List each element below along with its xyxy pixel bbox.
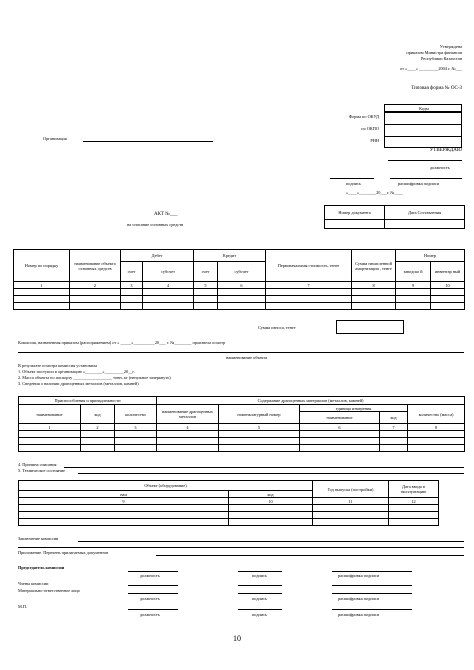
codes-value-box	[384, 112, 462, 148]
table-row[interactable]	[19, 519, 439, 526]
okpo-label: по ОКПО	[361, 126, 379, 131]
col-num: 6	[300, 424, 380, 431]
approval-line-4: от «____» _________2004 г. №___	[400, 66, 462, 71]
responsible-position-caption: должность	[140, 596, 160, 601]
mp-signature-line[interactable]	[238, 609, 282, 610]
h-debit: Дебет	[121, 250, 194, 262]
member-decoding-line[interactable]	[332, 585, 412, 586]
col-num: 5	[219, 424, 300, 431]
col-num: 11	[313, 498, 389, 505]
col-num: 12	[389, 498, 439, 505]
mp-position-line[interactable]	[128, 609, 178, 610]
table-row[interactable]	[19, 505, 439, 512]
codes-header-cell	[384, 104, 462, 112]
conclusion-line-2[interactable]	[18, 547, 464, 548]
col-num: 9	[19, 498, 229, 505]
col-num: 1	[19, 424, 81, 431]
precious-metals-table	[18, 396, 465, 452]
doc-number-header: Номер документа	[325, 206, 385, 220]
organization-field[interactable]	[83, 141, 213, 142]
wear-label: Сумма износа, тенге	[258, 325, 296, 330]
col-num: 8	[408, 424, 465, 431]
h-unit-code: код	[380, 412, 408, 424]
h-num: Номер по порядку	[14, 250, 70, 282]
h-credit-account: счет	[194, 262, 218, 282]
act-title: АКТ №___	[154, 212, 178, 217]
reason-label: 4. Причина списания	[18, 462, 57, 467]
attachment-line[interactable]	[156, 555, 464, 556]
approve-signature-line[interactable]	[330, 178, 374, 179]
tech-state-label: 5. Техническое состояние	[18, 468, 65, 473]
h-fixture-name: наименование	[19, 405, 81, 424]
chairman-signature-caption: подпись	[252, 573, 267, 578]
h-unit: единица измерения	[300, 405, 408, 412]
conclusion-label: Заключение комиссии	[18, 536, 59, 541]
chairman-label: Председатель комиссии	[18, 565, 65, 570]
inspection-intro: В результате осмотра комиссия установила	[18, 363, 98, 368]
h-number: Номер	[396, 250, 465, 262]
table-row[interactable]	[14, 296, 465, 303]
col-num: 7	[380, 424, 408, 431]
mp-decoding-line[interactable]	[332, 609, 412, 610]
inspection-item-1: 1. Объект поступил в организацию «________»_________20__г.	[18, 369, 135, 374]
doc-number-cell[interactable]	[325, 220, 385, 229]
h-content: Содержание драгоценных материалов (металлов, камней)	[157, 397, 465, 405]
col-num: 1	[14, 282, 70, 289]
rnn-label: РНН	[370, 138, 379, 143]
responsible-signature-caption: подпись	[252, 596, 267, 601]
reason-line[interactable]	[64, 467, 464, 468]
chairman-signature-line[interactable]	[238, 571, 282, 572]
h-year: Год выпуска (постройки)	[313, 481, 389, 498]
h-credit-subaccount: субсчет	[218, 262, 266, 282]
attachment-label: Приложение. Перечень прилагаемых документов	[18, 550, 109, 555]
col-num: 6	[218, 282, 266, 289]
h-fixtures: Приспособления и принадлежности	[19, 397, 157, 405]
inspection-item-3: 3. Сведения о наличии драгоценных металлов (металлов, камней)	[18, 381, 139, 386]
h-obj-code: код	[229, 491, 313, 498]
members-label: Члены комиссии	[18, 581, 49, 586]
mp-decoding-caption: расшифровка подписи	[338, 612, 380, 617]
h-name: наименование объекта основных средств	[70, 250, 121, 282]
doc-date-cell[interactable]	[385, 220, 465, 229]
chairman-position-caption: должность	[140, 573, 160, 578]
chairman-position-line[interactable]	[128, 571, 178, 572]
col-num: 10	[431, 282, 465, 289]
equipment-table	[18, 480, 439, 526]
stamp-place-label: М.П.	[18, 604, 28, 609]
approve-position-caption: должность	[430, 165, 450, 170]
main-asset-table	[13, 249, 465, 310]
h-date: Дата ввода в эксплуатацию	[389, 481, 439, 498]
table-row[interactable]	[19, 431, 465, 438]
col-num: 9	[396, 282, 431, 289]
approve-decoding-caption: расшифровка подписи	[398, 181, 440, 186]
h-credit: Кредит	[194, 250, 266, 262]
inspection-item-2: 2. Масса объекта по паспорту __________________ тонн, кг (ненужное зачеркнуть)	[18, 375, 171, 380]
responsible-decoding-caption: расшифровка подписи	[338, 596, 380, 601]
h-debit-subaccount: субсчет	[143, 262, 194, 282]
h-object: Объект (оборудование)	[19, 481, 313, 491]
table-row[interactable]	[19, 445, 465, 452]
h-amort: Сумма начисленной амортизации , тенге	[352, 250, 396, 282]
chairman-decoding-caption: расшифровка подписи	[338, 573, 380, 578]
mp-signature-caption: подпись	[252, 612, 267, 617]
approval-line-2: приказом Министра финансов	[406, 50, 462, 55]
h-cost: Первоначальная стоимость, тенге	[266, 250, 352, 282]
table-row[interactable]	[19, 438, 465, 445]
h-metal-name: наименование драгоценных металлов	[157, 405, 219, 424]
col-num: 4	[157, 424, 219, 431]
object-name-caption: наименование объекта	[226, 355, 268, 360]
approve-position-line[interactable]	[388, 160, 462, 161]
okud-label: Форма по ОКУД	[348, 114, 379, 119]
mp-position-caption: должность	[140, 612, 160, 617]
commission-line: Комиссия, назначенная приказом (распоряжением) от « _____»__________20___ г. №________ произвела осмотр	[18, 340, 226, 345]
responsible-signature-line[interactable]	[238, 593, 282, 594]
codes-header: Коды	[419, 106, 429, 111]
col-num: 2	[81, 424, 115, 431]
approval-line-1: Утверждена	[439, 44, 462, 49]
h-inventory: инвентар ный	[431, 262, 465, 282]
responsible-position-line[interactable]	[128, 593, 178, 594]
h-nomen: номенклатурный номер	[219, 405, 300, 424]
organization-label: Организация	[43, 136, 67, 141]
col-num: 2	[70, 282, 121, 289]
approve-decoding-line[interactable]	[390, 178, 462, 179]
form-code: Типовая форма № ОС-3	[411, 86, 462, 91]
h-mass: количество (масса)	[408, 405, 465, 424]
page-number: 10	[233, 634, 241, 643]
col-num: 3	[121, 282, 143, 289]
tech-state-line[interactable]	[78, 473, 464, 474]
h-unit-name: наименование	[300, 412, 380, 424]
col-num: 8	[352, 282, 396, 289]
h-debit-account: счет	[121, 262, 143, 282]
table-row[interactable]	[14, 303, 465, 310]
col-num: 5	[194, 282, 218, 289]
table-row[interactable]	[14, 289, 465, 296]
approve-title: УТВЕРЖДАЮ	[429, 148, 462, 153]
approve-date-line: «____»________20___г. №____	[346, 190, 403, 195]
col-num: 10	[229, 498, 313, 505]
h-fixture-code: код	[81, 405, 115, 424]
col-num: 4	[143, 282, 194, 289]
object-name-line[interactable]	[18, 352, 464, 353]
col-num: 3	[115, 424, 157, 431]
responsible-label: Материально-ответственное лицо	[18, 588, 80, 593]
approve-signature-caption: подпись	[346, 181, 361, 186]
document-number-table	[324, 205, 465, 229]
table-row[interactable]	[19, 512, 439, 519]
doc-date-header: Дата Составления	[385, 206, 465, 220]
member-signature-line[interactable]	[238, 585, 282, 586]
approval-line-3: Республики Казахстан	[420, 56, 462, 61]
h-obj-name: наи	[19, 491, 229, 498]
wear-value-box[interactable]	[336, 320, 404, 334]
col-num: 7	[266, 282, 352, 289]
conclusion-line[interactable]	[78, 541, 464, 542]
h-factory: заводско й	[396, 262, 431, 282]
act-subtitle: на списание основных средств	[127, 222, 184, 227]
responsible-decoding-line[interactable]	[332, 593, 412, 594]
chairman-decoding-line[interactable]	[332, 571, 412, 572]
h-fixture-qty: количество	[115, 405, 157, 424]
member-position-line[interactable]	[128, 585, 178, 586]
